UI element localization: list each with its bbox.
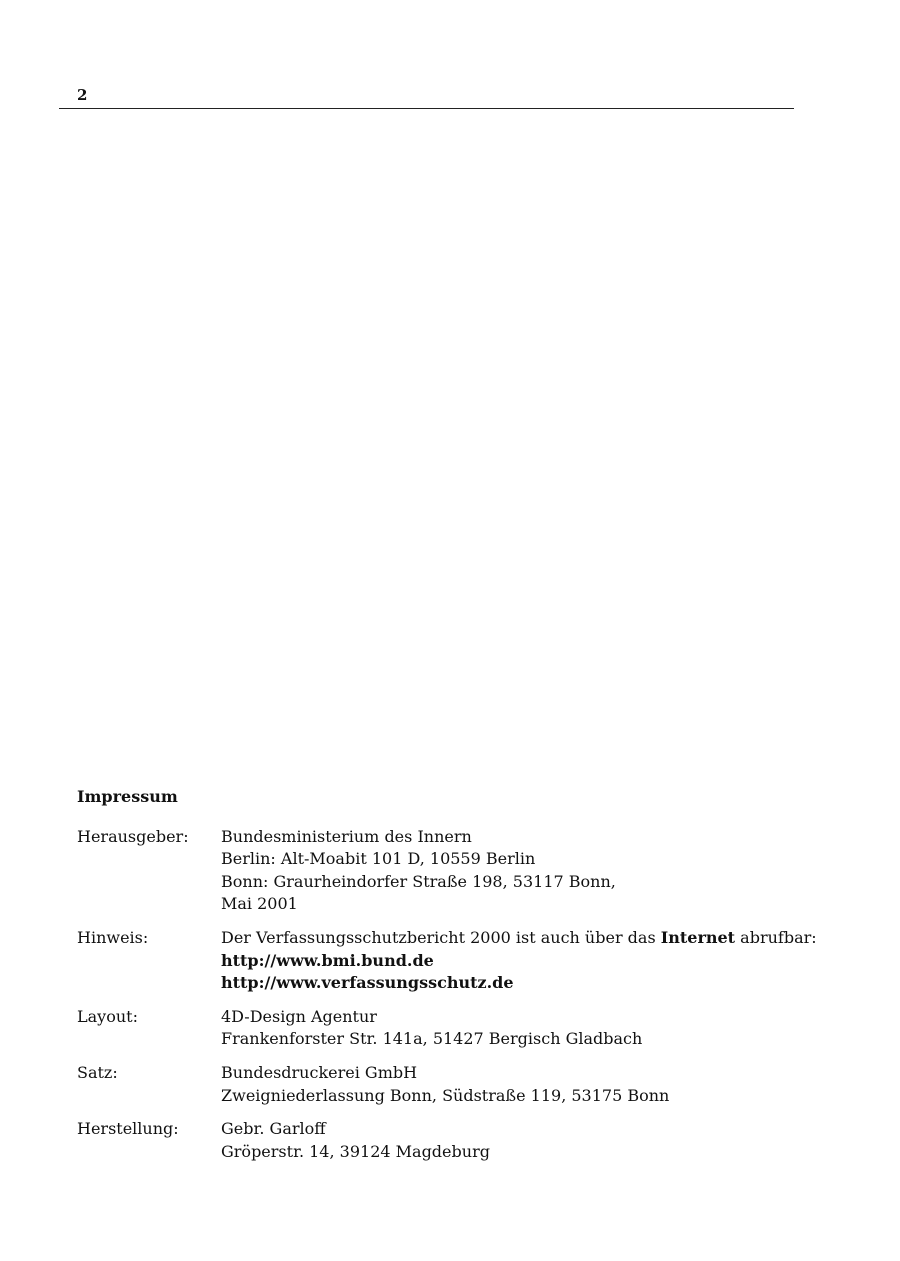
hinweis-label: Hinweis: — [77, 927, 149, 947]
layout-line: Frankenforster Str. 141a, 51427 Bergisch Gladbach — [221, 1029, 643, 1049]
satz-line: Bundesdruckerei GmbH — [221, 1062, 418, 1082]
hinweis-value — [221, 927, 837, 995]
page-number: 2 — [77, 86, 88, 104]
herstellung-row — [77, 1118, 837, 1163]
url-verfassungsschutz-link[interactable]: http://www.verfassungsschutz.de — [221, 973, 514, 993]
satz-value — [221, 1062, 837, 1107]
hinweis-text-before: Der Verfassungsschutzbericht 2000 ist auch über das — [221, 927, 661, 947]
page-header — [59, 84, 794, 109]
herausgeber-line: Bonn: Graurheindorfer Straße 198, 53117 Bonn, — [221, 871, 616, 891]
herstellung-line: Gebr. Garloff — [221, 1119, 326, 1139]
layout-row — [77, 1006, 837, 1051]
layout-line: 4D-Design Agentur — [221, 1006, 377, 1026]
herausgeber-row — [77, 826, 837, 916]
herausgeber-line: Mai 2001 — [221, 894, 298, 914]
hinweis-text-bold: Internet — [660, 927, 736, 947]
hinweis-text — [221, 927, 837, 950]
impressum-section — [77, 786, 837, 1174]
herstellung-value — [221, 1118, 837, 1163]
herstellung-line: Gröperstr. 14, 39124 Magdeburg — [221, 1141, 490, 1161]
impressum-title: Impressum — [77, 787, 178, 806]
url-bmi-link[interactable]: http://www.bmi.bund.de — [221, 950, 434, 970]
herstellung-label: Herstellung: — [77, 1119, 179, 1139]
satz-line: Zweigniederlassung Bonn, Südstraße 119, 53175 Bonn — [221, 1085, 670, 1105]
herausgeber-line: Berlin: Alt-Moabit 101 D, 10559 Berlin — [221, 849, 536, 869]
layout-label: Layout: — [77, 1006, 138, 1026]
herausgeber-label: Herausgeber: — [77, 826, 189, 846]
herausgeber-value — [221, 826, 837, 916]
layout-value — [221, 1006, 837, 1051]
herausgeber-line: Bundesministerium des Innern — [221, 826, 472, 846]
satz-row — [77, 1062, 837, 1107]
satz-label: Satz: — [77, 1062, 118, 1082]
hinweis-row — [77, 927, 837, 995]
hinweis-text-after: abrufbar: — [735, 927, 817, 947]
